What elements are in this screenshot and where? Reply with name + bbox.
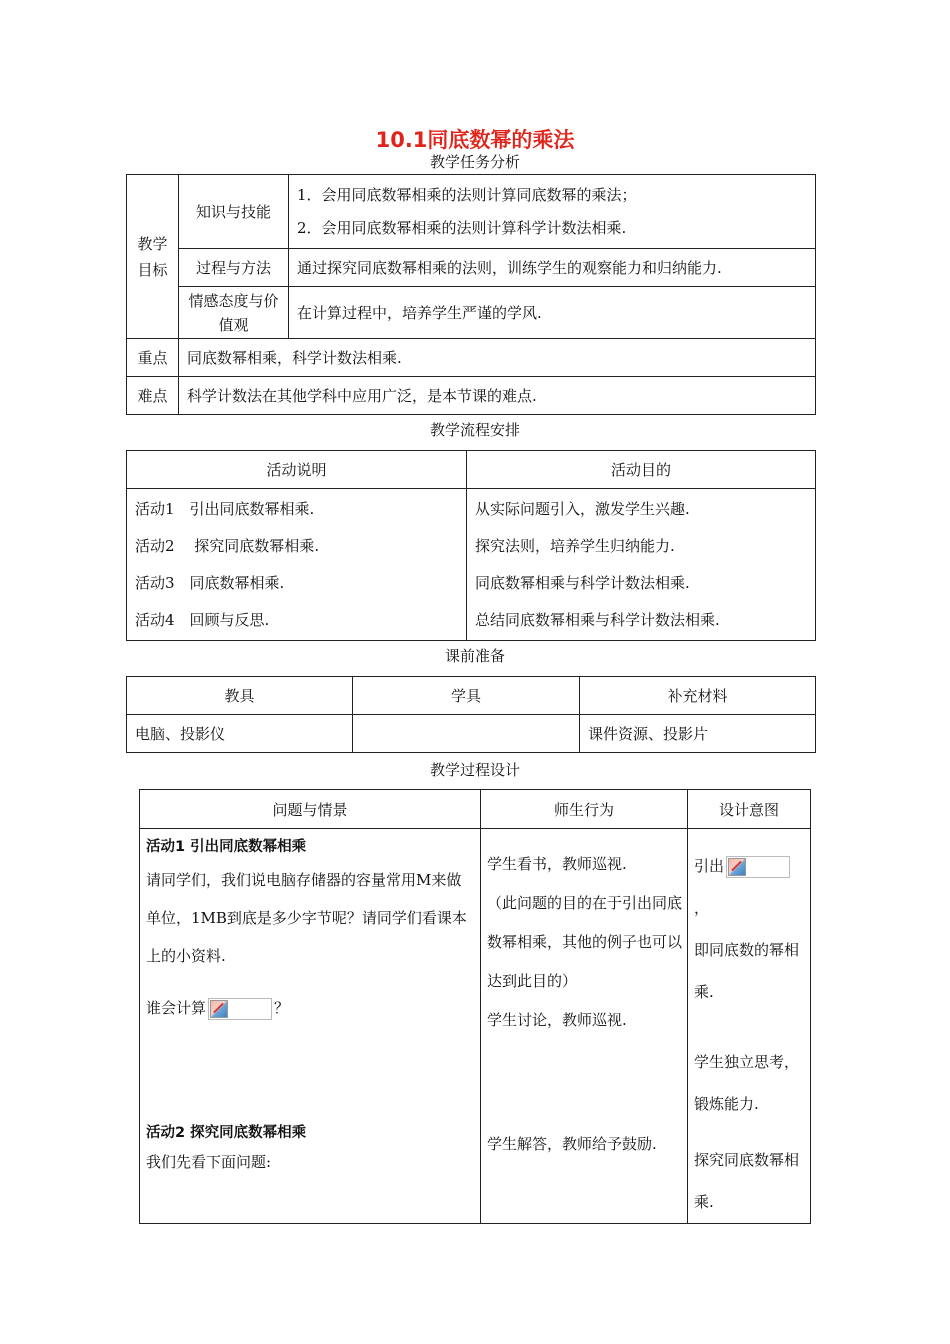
flow-goal: 总结同底数幂相乘与科学计数法相乘. [475, 610, 720, 629]
section-task-analysis: 教学任务分析 [429, 153, 520, 171]
flow-goal: 同底数幂相乘与科学计数法相乘. [475, 573, 690, 592]
activity1-heading: 活动1 引出同底数幂相乘 [146, 839, 307, 855]
prep-table [126, 676, 816, 753]
intent-1 [694, 845, 806, 929]
activity2-text: 我们先看下面问题: [146, 1153, 272, 1171]
goal-line: 在计算过程中，培养学生严谨的学风. [289, 287, 816, 339]
activity2-heading: 活动2 探究同底数幂相乘 [146, 1125, 307, 1141]
prep-value: 课件资源、投影片 [580, 715, 816, 753]
intent-suffix: ， [694, 899, 710, 917]
flow-desc: 活动3 同底数幂相乘. [135, 573, 285, 592]
flow-header: 活动说明 [127, 451, 467, 489]
goal-row-label: 过程与方法 [179, 249, 289, 287]
process-header: 问题与情景 [140, 790, 481, 829]
goals-label-cell [127, 175, 179, 339]
prep-header: 学具 [353, 677, 580, 715]
key-text: 同底数幂相乘，科学计数法相乘. [179, 339, 816, 377]
key-label: 重点 [127, 339, 179, 377]
goal-line: 通过探究同底数幂相乘的法则，训练学生的观察能力和归纳能力. [289, 249, 816, 287]
prep-value: 电脑、投影仪 [127, 715, 353, 753]
flow-header: 活动目的 [467, 451, 816, 489]
flow-goal: 探究法则，培养学生归纳能力. [475, 536, 675, 555]
goal-row-content [289, 175, 816, 249]
section-flow: 教学流程安排 [429, 421, 520, 439]
question-prefix: 谁会计算 [146, 999, 207, 1017]
task-analysis-table [126, 174, 816, 415]
prep-value [353, 715, 580, 753]
section-process: 教学过程设计 [429, 761, 520, 779]
flow-desc: 活动2 探究同底数幂相乘. [135, 536, 320, 555]
prep-header: 教具 [127, 677, 353, 715]
goals-label: 教学目标 [137, 234, 168, 279]
process-header: 师生行为 [481, 790, 688, 829]
process-intent-cell [688, 829, 811, 1224]
difficult-label: 难点 [127, 377, 179, 415]
prep-header: 补充材料 [580, 677, 816, 715]
activity1-text: 请同学们，我们说电脑存储器的容量常用M来做单位，1MB到底是多少字节呢？请同学们看课本上的小资料. [146, 871, 467, 965]
intent-prefix: 引出 [694, 857, 725, 875]
activity1-question [146, 989, 476, 1027]
formula-image-icon [208, 998, 272, 1020]
flow-goal-cell [467, 489, 816, 641]
actions-1: 学生看书，教师巡视. [487, 855, 627, 873]
process-table [139, 789, 811, 1224]
intent-1-rest: 即同底数的幂相乘. [694, 941, 800, 1001]
question-suffix: ？ [274, 999, 290, 1017]
actions-2: （此问题的目的在于引出同底数幂相乘，其他的例子也可以达到此目的） [487, 894, 683, 990]
actions-3: 学生讨论，教师巡视. [487, 1011, 627, 1029]
goal-line: 1．会用同底数幂相乘的法则计算同底数幂的乘法； [297, 185, 637, 204]
intent-3: 探究同底数幂相乘. [694, 1151, 800, 1211]
goal-row-label: 情感态度与价值观 [179, 287, 289, 339]
formula-image-icon [726, 856, 790, 878]
flow-desc: 活动4 回顾与反思. [135, 610, 270, 629]
actions-4: 学生解答，教师给予鼓励. [487, 1135, 657, 1153]
difficult-text: 科学计数法在其他学科中应用广泛，是本节课的难点. [179, 377, 816, 415]
flow-desc-cell [127, 489, 467, 641]
flow-goal: 从实际问题引入，激发学生兴趣. [475, 499, 690, 518]
goal-line: 2．会用同底数幂相乘的法则计算科学计数法相乘. [297, 218, 627, 237]
flow-table [126, 450, 816, 641]
goal-row-label: 知识与技能 [179, 175, 289, 249]
flow-desc: 活动1 引出同底数幂相乘. [135, 499, 315, 518]
intent-2: 学生独立思考，锻炼能力. [694, 1053, 800, 1113]
section-prep: 课前准备 [444, 647, 505, 665]
process-scenario-cell [140, 829, 481, 1224]
process-actions-cell [481, 829, 688, 1224]
document-title: 10.1同底数幂的乘法 [375, 128, 575, 152]
process-header: 设计意图 [688, 790, 811, 829]
